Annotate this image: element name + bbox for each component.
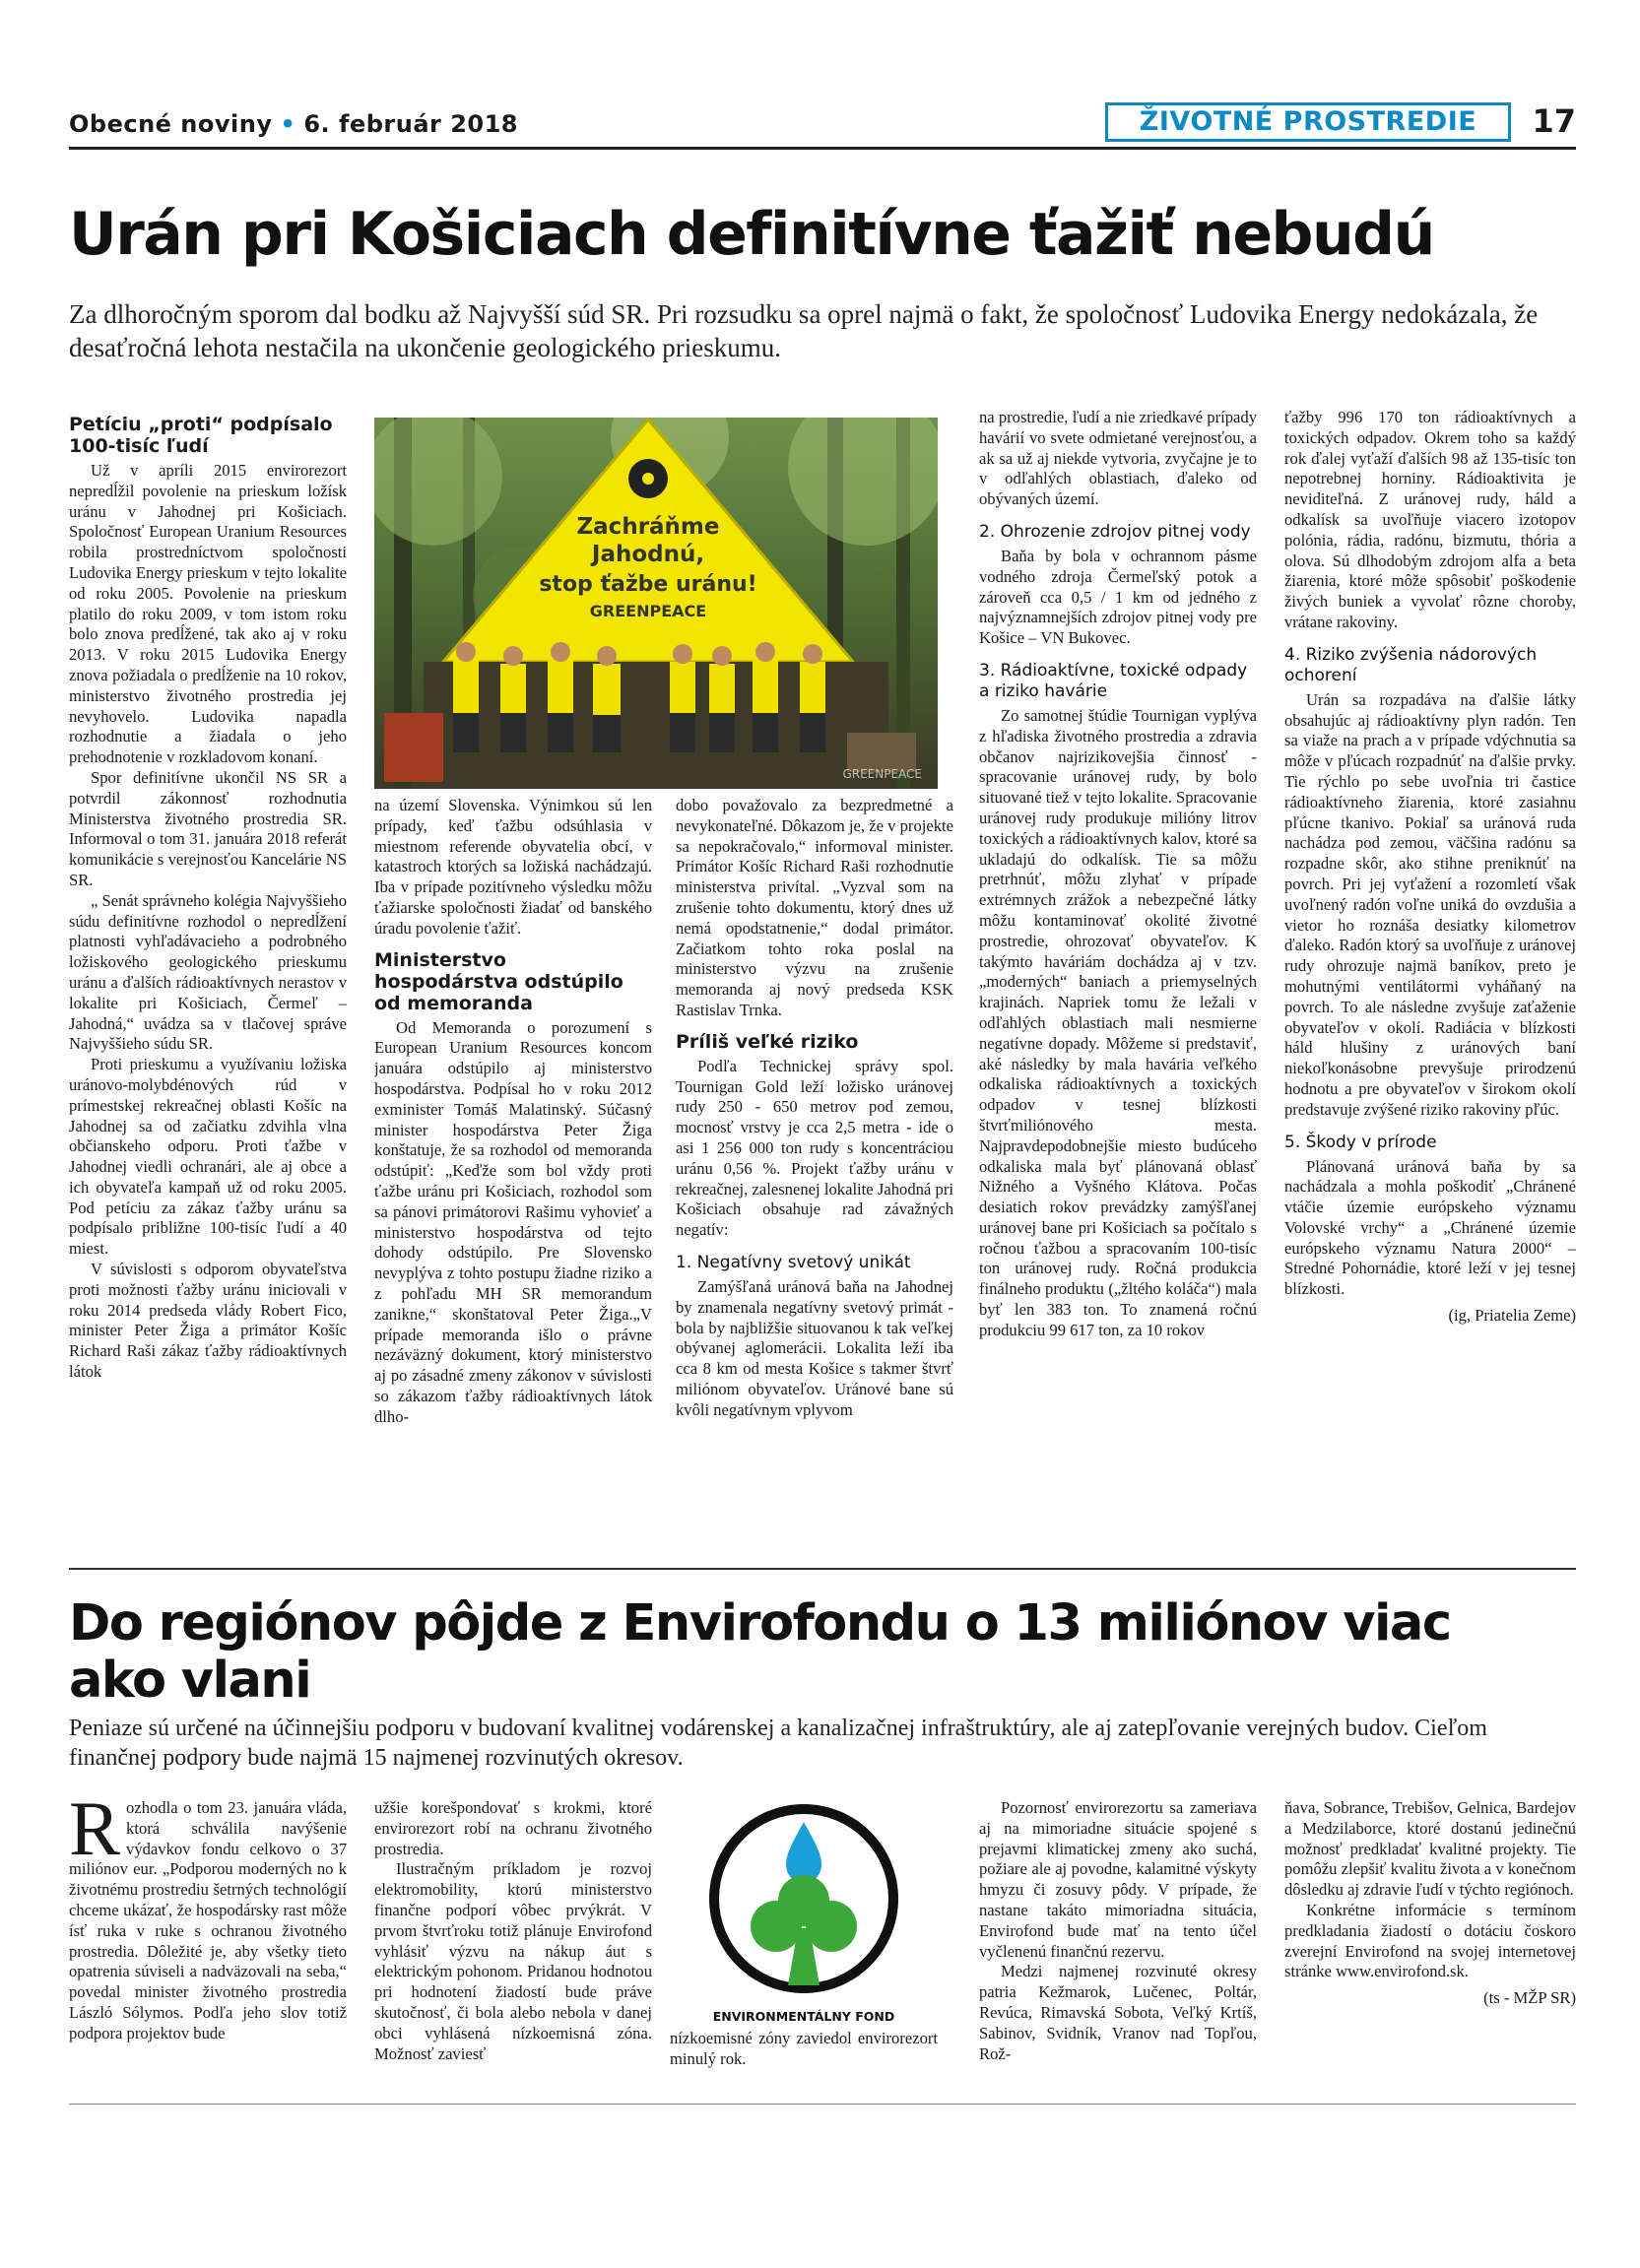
- article2-title-line-2: ako vlani: [69, 1652, 311, 1710]
- article1-title: Urán pri Košiciach definitívne ťažiť nebudú: [69, 200, 1434, 269]
- paragraph: Konkrétne informácie s termínom predkladania žiadostí o dotáciu čoskoro zverejní Envirofond na svojej internetovej stránke www.envirofond.sk.: [1284, 1900, 1576, 1981]
- article1-lead: Za dlhoročným sporom dal bodku až Najvyšší súd SR. Pri rozsudku sa oprel najmä o fakt, že spoločnosť Ludovika Energy nedokázala, že desaťročná lehota nestačila na ukončenie geologického prieskumu.: [69, 299, 1539, 362]
- article1-column-3: [676, 796, 953, 1550]
- subhead-point-2: 2. Ohrozenie zdrojov pitnej vody: [979, 521, 1251, 542]
- paragraph: Plánovaná uránová baňa by sa nachádzala a mohla poškodiť „Chránené vtáčie územie európskeho významu Volovské vrchy“ a „Chránené územie európskeho významu Natura 2000“ – Stredné Pohornádie, ktoré leží v jej tesnej blízkosti.: [1284, 1156, 1576, 1299]
- paragraph: Baňa by bola v ochrannom pásme vodného zdroja Čermeľský potok a zároveň cca 0,5 / 1 km od jedného z najvýznamnejších zdrojov pitnej vody pre Košice – VN Bukovec.: [979, 546, 1257, 648]
- footer-rule: [69, 2104, 1576, 2105]
- banner-text-2: Jahodnú,: [591, 542, 705, 567]
- paragraph: Spor definitívne ukončil NS SR a potvrdil zákonnosť rozhodnutia Ministerstva životného prostredia SR. Informoval o tom 31. januára 2018 referát komunikácie s verejnosťou Kancelárie NS SR.: [69, 767, 347, 889]
- article2-lead: Peniaze sú určené na účinnejšiu podporu v budovaní kvalitnej vodárenskej a kanalizačnej infraštruktúry, ale aj zatepľovanie verejných budov. Cieľom finančnej podpory bude najmä 15 najmenej rozvinutých okresov.: [69, 1716, 1487, 1771]
- paragraph: Medzi najmenej rozvinuté okresy patria Kežmarok, Lučenec, Poltár, Revúca, Rimavská Sobota, Veľký Krtíš, Sabinov, Svidník, Vranov nad Topľou, Rož-: [979, 1962, 1257, 2063]
- envirofond-logo: [670, 1800, 938, 2078]
- masthead: [69, 110, 518, 138]
- article2-column-1: [69, 1798, 347, 2094]
- article1-column-2: [374, 796, 652, 1550]
- paragraph: „ Senát správneho kolégia Najvyššieho súdu definitívne rozhodol o nepredĺžení platnosti vyhľadávacieho a podrobného ložiskového geologického prieskumu uránu a ďalších rádioaktívnych nerastov v lokalite pri Košiciach, Čermeľ – Jahodná,“ uvádza sa v tlačovej správe Najvyššieho súdu SR.: [69, 890, 347, 1054]
- section-label: ŽIVOTNÉ PROSTREDIE: [1105, 102, 1511, 142]
- subhead-point-5: 5. Škody v prírode: [1284, 1132, 1437, 1152]
- paragraph: ňava, Sobrance, Trebišov, Gelnica, Bardejov a Medzilaborce, ktoré dostanú jedinečnú možnosť predkladať kvalitné projekty. Tie pomôžu zlepšiť kvalitu života a v konečnom dôsledku aj zdravie ľudí v týchto regiónoch.: [1284, 1798, 1576, 1900]
- banner-text-1: Zachráňme: [576, 514, 720, 540]
- photo-illustration: [374, 418, 938, 789]
- paragraph: užšie korešpondovať s krokmi, ktoré envirorezort robí na ochranu životného prostredia.: [374, 1798, 652, 1858]
- page-header: [69, 102, 1576, 150]
- subhead-point-4: 4. Riziko zvýšenia nádorových ochorení: [1284, 644, 1538, 685]
- paragraph: V súvislosti s odporom obyvateľstva proti možnosti ťažby uránu iniciovali v roku 2014 predseda vlády Robert Fico, minister Peter Žiga a primátor Košíc Richard Raši zákaz ťažby rádioaktívnych látok: [69, 1260, 347, 1382]
- protest-photo: [374, 418, 938, 789]
- subhead-point-3: 3. Rádioaktívne, toxické odpady a riziko havárie: [979, 660, 1248, 701]
- article2-title-line-1: Do regiónov pôjde z Envirofondu o 13 miliónov viac: [69, 1594, 1451, 1652]
- article1-signature: (ig, Priatelia Zeme): [1448, 1306, 1576, 1326]
- paragraph: na prostredie, ľudí a nie zriedkavé prípady havárií vo svete odmietané verejnosťou, a ak sa už aj niekde vytvoria, zvyčajne je to v odľahlých oblastiach, ďaleko od obývaných území.: [979, 408, 1257, 509]
- paragraph: Proti prieskumu a využívaniu ložiska uránovo-molybdénových rúd v prímestskej rekreačnej oblasti Košíc na Jahodnej sa od začiatku zdvihla vlna občianskeho odporu. Proti ťažbe v Jahodnej viedli ochranári, ale aj obce a ich obyvateľa kampaň už od roku 2005. Pod petíciu za zákaz ťažby uránu sa podpísalo približne 100-tisíc ľudí a 40 miest.: [69, 1055, 347, 1259]
- article1-column-1: [69, 408, 347, 1550]
- page-number: 17: [1532, 102, 1576, 140]
- drop-cap: R: [69, 1798, 121, 1871]
- logo-label: ENVIRONMENTÁLNY FOND: [712, 2009, 895, 2024]
- paragraph: Zamýšľaná uránová baňa na Jahodnej by znamenala negatívny svetový primát - bola by najbližšie situovanou k tak veľkej obývanej aglomerácii. Lokalita leží iba cca 8 km od mesta Košice s takmer štvrť miliónom obyvateľov. Uránové bane sú kvôli negatívnym vplyvom: [676, 1276, 953, 1419]
- subhead-petition: Petíciu „proti“ podpísalo 100-tisíc ľudí: [69, 414, 333, 457]
- article2-column-4: [979, 1798, 1257, 2094]
- article1-column-5: [1284, 408, 1576, 1550]
- paragraph: Podľa Technickej správy spol. Tournigan Gold leží ložisko uránovej rudy 250 - 650 metrov pod zemou, mocnosť vrstvy je cca 2,5 metra - ide o asi 1 256 000 ton rudy s koncentráciou uránu 0,56 %. Projekt ťažby uránu v rekreačnej, zalesnenej lokalite Jahodná pri Košiciach obsahuje rad závažných negatív:: [676, 1056, 953, 1240]
- article1-column-4: [979, 408, 1257, 1550]
- envirofond-logo-graphic: [670, 1800, 938, 2027]
- subhead-point-1: 1. Negatívny svetový unikát: [676, 1252, 911, 1272]
- article2-title: [69, 1595, 1576, 1710]
- photo-watermark: GREENPEACE: [842, 767, 922, 781]
- paragraph: Ilustračným príkladom je rozvoj elektromobility, ktorú ministerstvo finančne podporí vôbec prvýkrát. V prvom štvrťroku totiž plánuje Envirofond vyhlásiť výzvu na nákup áut s elektrickým pohonom. Pridanou hodnotou pri hodnotení žiadostí bude práve skutočnosť, či bola alebo nebola v danej obci vyhlásená nízkoemisná zóna. Možnosť zaviesť: [374, 1859, 652, 2063]
- paragraph: dobo považovalo za bezpredmetné a nevykonateľné. Dôkazom je, že v projekte sa nepokračovalo,“ informoval minister. Primátor Košíc Richard Raši rozhodnutie ministerstva privítal. „Vyzval som na zrušenie tohto dokumentu, ktorý dnes už nemá opodstatnenie,“ dodal primátor. Začiatkom tohto roka poslal na ministerstvo výzvu na zrušenie memoranda aj nový predseda KSK Rastislav Trnka.: [676, 796, 953, 1019]
- paragraph: ťažby 996 170 ton rádioaktívnych a toxických odpadov. Okrem toho sa každý rok ďalej vyťaží ďalších 98 až 135-tisíc ton nepotrebnej horniny. Rádioaktivita je neviditeľná. Z uránovej rudy, háld a odkalísk sa uvoľňuje viacero izotopov polónia, rádia, radónu, bizmutu, thória a olova. Sú dlhodobým zdrojom alfa a beta žiarenia, ktoré môže spôsobiť poškodenie živých buniek a vyvolať rôzne choroby, vrátane rakoviny.: [1284, 408, 1576, 631]
- subhead-risk: Príliš veľké riziko: [676, 1030, 859, 1053]
- paragraph: na území Slovenska. Výnimkou sú len prípady, keď ťažbu odsúhlasia v miestnom referende obyvatelia obcí, v katastroch ktorých sa ložiská nachádzajú. Iba v prípade pozitívneho výsledku môžu ťažiarske spoločnosti žiadať od banského úradu povolenie ťažiť.: [374, 796, 652, 938]
- paragraph: Urán sa rozpadáva na ďalšie látky obsahujúc aj rádioaktívny plyn radón. Ten sa viaže na prach a v prípade vdýchnutia sa môže v pľúcach rozpadnúť na ďalšie prvky. Tie rýchlo po sebe uvoľnia tri častice rádioaktívneho žiarenia, ktoré zasiahnu pľúcne tkanivo. Pokiaľ sa uránová ruda nachádza pod zemou, väčšina radónu sa rozpadne skôr, ako stihne preniknúť na povrch. Pri jej vyťažení a rozomletí však uvoľnený radón voľne uniká do ovzdušia a vietor ho roznáša desiatky kilometrov ďaleko. Radón ktorý sa uvoľňuje z uránovej rudy ohrozuje najmä baníkov, preto je mohutnými ventilátormi vyháňaný na povrch. To ale následne zvyšuje zaťaženie obyvateľov v okolí. Radiácia v blízkosti háld hlušiny z uránových baní niekoľkonásobne prevyšuje prirodzenú hodnotu a pre obyvateľov v širokom okolí predstavuje zvýšené riziko rakoviny pľúc.: [1284, 689, 1576, 1119]
- paragraph: Od Memoranda o porozumení s European Uranium Resources koncom januára odstúpilo aj ministerstvo hospodárstva. Podpísal ho v roku 2012 exminister Tomáš Malatinský. Súčasný minister hospodárstva Peter Žiga konštatuje, že sa rozhodol od memoranda odstúpiť: „Keďže som bol vždy proti ťažbe uránu pri Košiciach, rozhodol som sa pánovi primátorovi Rašimu vyhovieť a ministerstvo hospodárstva od tejto dohody odstúpilo. Pre Slovensko nevyplýva z tohto postupu žiadne riziko a z pohľadu MH SR memorandum zanikne,“ skonštatoval Peter Žiga.„V prípade memoranda išlo o právne nezáväzný dokument, ktorý ministerstvo aj po zásadné zmeny zákonov v súvislosti so zákazom ťažby rádioaktívnych látok dlho-: [374, 1017, 652, 1426]
- article2-column-3: [670, 2029, 938, 2088]
- issue-date: 6. február 2018: [303, 110, 519, 138]
- paragraph: Pozornosť envirorezortu sa zameriava aj na mimoriadne situácie spojené s prejavmi klimatickej zmeny ako suchá, požiare ale aj povodne, kalamitné výskyty hmyzu či zosuvy pôdy. V prípade, že nastane takáto mimoriadna situácia, Envirofond bude mať na tento účel vyčlenenú finančnú rezervu.: [979, 1798, 1257, 1961]
- article-divider: [69, 1568, 1576, 1570]
- banner-text-3: stop ťažbe uránu!: [539, 572, 757, 597]
- article2-column-2: [374, 1798, 652, 2094]
- paragraph: Zo samotnej štúdie Tournigan vyplýva z hľadiska životného prostredia a zdravia občanov najrizikovejšia činnosť - spracovanie uránovej rudy, by bolo situované tiež v tejto lokalite. Spracovanie uránovej rudy produkuje milióny litrov toxických a rádioaktívnych kalov, ktoré sa ukladajú do odkalísk. Tie sa môžu pretrhnúť, môžu zlyhať v prípade extrémnych zrážok a nebezpečné látky môžu kontaminovať okolité životné prostredie, ohrozovať obyvateľov. K takýmto haváriám dochádza aj v tzv. „moderných“ baniach a priemyselných krajinách. Napriek tomu že ležali v odľahlých oblastiach mali nesmierne negatívne dopady. Môžeme si predstaviť, aké následky by mala havária veľkého odkaliska rádioaktívnych a toxických odpadov v tesnej blízkosti štvrťmiliónového mesta. Najpravdepodobnejšie miesto budúceho odkaliska mala byť plánovaná oblasť Nižného a Vyšného Klátova. Počas desiatich rokov prevádzky zamýšľanej uránovej bane pri Košiciach sa počítalo s ročnou ťažbou a spracovaním 100-tisíc ton uránovej rudy. Ročná produkcia finálneho produktu („žltého koláča“) mala byť len 383 ton. To znamená ročnú produkciu 99 617 ton, za 10 rokov: [979, 705, 1257, 1339]
- header-separator: •: [280, 110, 296, 138]
- article2-column-5: [1284, 1798, 1576, 2094]
- paper-name: Obecné noviny: [69, 110, 273, 138]
- article2-signature: (ts - MŽP SR): [1483, 1988, 1576, 2008]
- banner-text-4: GREENPEACE: [589, 602, 707, 620]
- paragraph: Už v apríli 2015 envirorezort nepredĺžil povolenie na prieskum ložísk uránu v Jahodnej pri Košiciach. Spoločnosť European Uranium Resources robila prostredníctvom spoločnosti Ludovika Energy prieskum v tejto lokalite od roku 2005. Povolenie na prieskum platilo do roku 2009, v tom istom roku bolo znova predĺžené, tak ako aj v roku 2013. V roku 2015 Ludovika Energy znova požiadala o predĺženie na 10 rokov, ministerstvo životného prostredia jej nevyhovelo. Ludovika napadla rozhodnutie a žiadala o jeho prehodnotenie v rozkladovom konaní.: [69, 461, 347, 767]
- paragraph: nízkoemisné zóny zaviedol envirorezort minulý rok.: [670, 2029, 938, 2068]
- subhead-ministry: Ministerstvo hospodárstva odstúpilo od memoranda: [374, 948, 623, 1014]
- paragraph: ozhodla o tom 23. januára vláda, ktorá schválila navýšenie výdavkov fondu celkovo o 37 miliónov eur. „Podporou moderných no k životnému prostrediu šetrných technológií chceme ukázať, že hospodársky rast môže ísť ruka v ruke s ochranou životného prostredia. Dôležité je, aby všetky tieto opatrenia súviseli a nadväzovali na seba,“ povedal minister životného prostredia László Sólymos. Podľa jeho slov totiž podpora projektov bude: [69, 1798, 347, 2042]
